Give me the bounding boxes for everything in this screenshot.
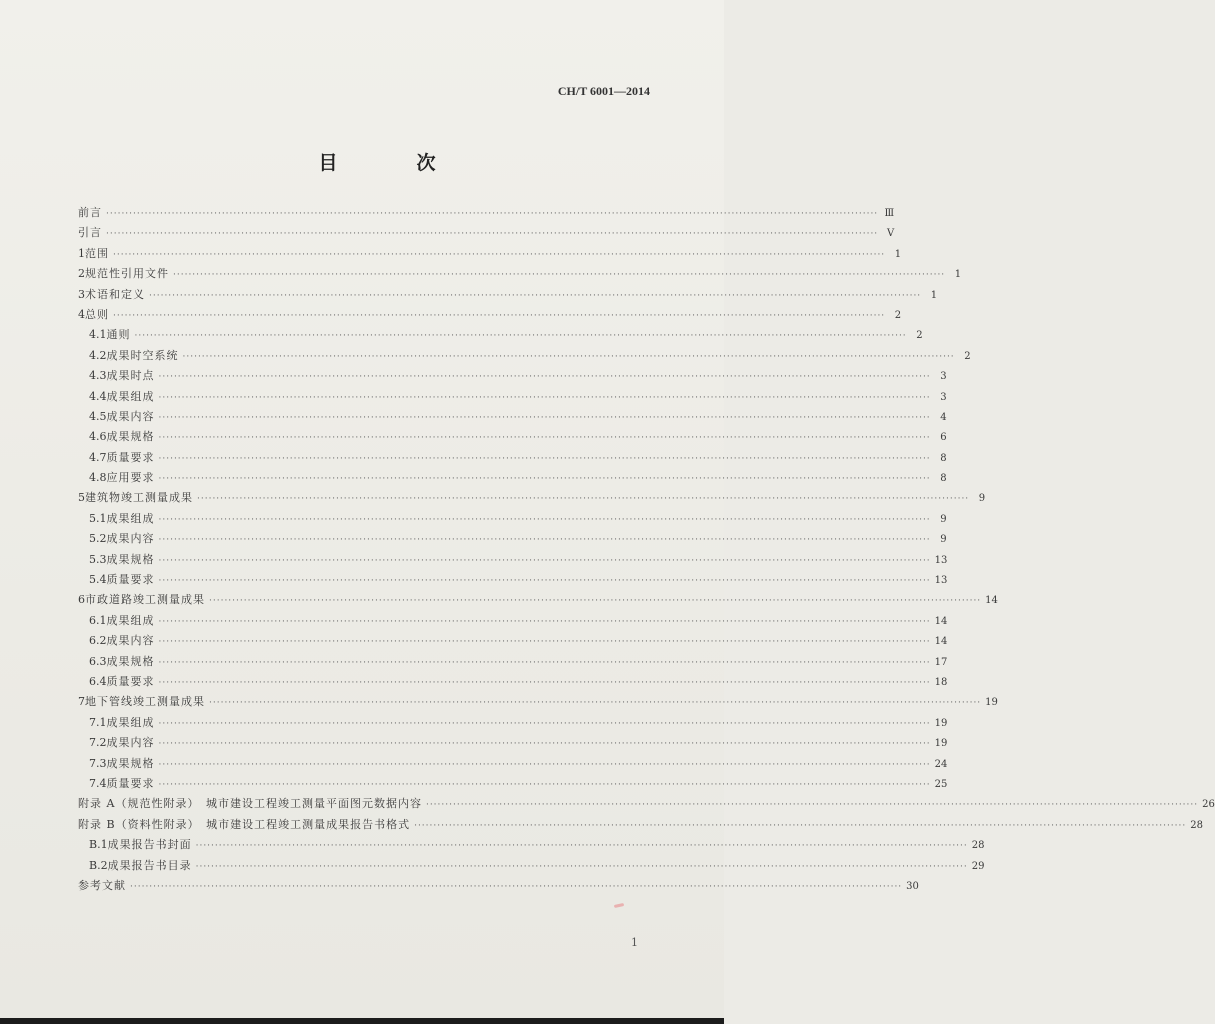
toc-entry-number: 1 [78,246,85,260]
toc-entry[interactable] [78,488,986,508]
toc-entry-page: 14 [934,615,948,627]
toc-entry-title: 质量要求 [106,776,155,790]
toc-entry[interactable] [78,407,947,427]
toc-entry-title: 市政道路竣工测量成果 [85,593,205,607]
toc-entry-number: 6.2 [89,634,107,648]
toc-entry-number: 4.1 [89,328,107,342]
toc-entry-number: 5.3 [89,552,107,566]
toc-entry-page: 28 [971,840,985,852]
scan-bottom-edge [0,1018,724,1024]
toc-entry-page: 24 [934,758,948,770]
toc-entry-page: 13 [934,575,948,587]
toc-entry-number: 4.6 [89,430,107,444]
dot-leader: ········································································································································································································ [158,759,931,770]
toc-entry-number: 4.3 [89,369,107,383]
toc-entry-page: 19 [985,697,998,709]
toc-entry[interactable] [78,692,998,712]
toc-entry-number: 5.1 [89,511,107,525]
dot-leader: ········································································································································································································ [425,800,1199,811]
toc-entry-title: 地下管线竣工测量成果 [85,695,205,709]
toc-entry-number: 6.3 [89,654,107,668]
toc-entry-title: 成果规格 [106,654,155,668]
toc-entry[interactable] [78,570,948,590]
toc-entry-page: 19 [934,717,948,729]
toc-entry-title: 成果规格 [106,430,155,444]
dot-leader: ········································································································································································································ [113,310,886,321]
toc-entry-number: 6.4 [89,674,107,688]
toc-entry-page: 17 [934,656,948,668]
toc-entry-page: 2 [916,330,923,342]
toc-entry-page: 18 [934,676,948,688]
dot-leader: ········································································································································································································ [158,535,931,546]
toc-entry-title: 引言 [78,226,102,240]
toc-entry-title: 附录 B（资料性附录） 城市建设工程竣工测量成果报告书格式 [78,817,411,831]
toc-entry[interactable] [78,631,948,651]
toc-entry-page: 25 [934,778,948,790]
toc-entry-title: 成果组成 [106,613,155,627]
dot-leader: ········································································································································································································ [158,433,931,444]
dot-leader: ········································································································································································································ [158,514,931,525]
toc-entry[interactable] [78,713,948,733]
toc-entry-number: 5.4 [89,573,107,587]
dot-leader: ········································································································································································································ [158,616,931,627]
toc-entry-page: 30 [906,880,919,892]
dot-leader: ········································································································································································································ [134,331,907,342]
toc-entry-page: 19 [934,738,948,750]
toc-entry[interactable] [78,244,902,264]
toc-entry[interactable] [78,203,895,223]
dot-leader: ········································································································································································································ [414,820,1187,831]
dot-leader: ········································································································································································································ [158,555,931,566]
toc-entry-page: 6 [940,432,947,444]
toc-entry-title: 通则 [106,328,131,342]
toc-entry-number: 2 [78,267,85,281]
toc-entry[interactable] [78,590,998,610]
toc-entry-title: 参考文献 [78,878,126,892]
toc-entry-title: 质量要求 [106,674,155,688]
toc-entry-number: 4.4 [89,389,107,403]
toc-entry-title: 成果内容 [106,736,155,750]
toc-entry-title: 质量要求 [106,450,155,464]
dot-leader: ········································································································································································································ [158,392,931,403]
toc-entry-number: 7.4 [89,776,107,790]
dot-leader: ········································································································································································································ [158,718,931,729]
toc-entry-title: 成果内容 [106,532,155,546]
toc-entry-title: 成果报告书封面 [107,838,192,852]
toc-entry-page: 3 [940,371,947,383]
toc-entry-title: 质量要求 [106,573,155,587]
toc-entry-page: Ⅲ [884,208,895,219]
dot-leader: ········································································································································································································ [182,351,955,362]
toc-entry-page: 2 [894,309,902,321]
document-code: CH/T 6001—2014 [557,84,650,98]
toc-entry[interactable] [78,285,938,305]
dot-leader: ········································································································································································································ [158,637,931,648]
toc-entry-title: 成果时点 [106,369,155,383]
toc-entry-number: B.2 [89,858,108,872]
toc-entry[interactable] [78,815,1203,835]
toc-entry-number: 4.7 [89,450,107,464]
toc-entry-title: 应用要求 [106,471,155,485]
toc-entry-page: 14 [934,636,948,648]
toc-entry[interactable] [78,733,948,753]
toc-entry-title: 成果组成 [106,715,155,729]
toc-entry-title: 成果规格 [106,756,155,770]
toc-entry-page: 26 [1202,799,1215,811]
toc-entry-title: 成果内容 [106,409,155,423]
toc-entry[interactable] [78,427,947,447]
toc-entry-number: 6.1 [89,613,107,627]
dot-leader: ········································································································································································································ [106,229,879,240]
toc-entry[interactable] [78,509,947,529]
toc-entry[interactable] [78,611,948,631]
toc-entry[interactable] [78,550,948,570]
toc-entry[interactable] [78,856,985,876]
toc-entry[interactable] [78,223,895,243]
dot-leader: ········································································································································································································ [158,372,931,383]
dot-leader: ········································································································································································································ [209,596,982,607]
toc-entry-number: B.1 [89,838,108,852]
toc-entry-title: 术语和定义 [85,287,145,301]
toc-entry-title: 成果组成 [106,511,155,525]
dot-leader: ········································································································································································································ [195,841,968,852]
toc-title: 目 次 [318,152,466,174]
toc-entry-page: 28 [1190,819,1203,831]
toc-entry[interactable] [78,387,947,407]
toc-entry[interactable] [78,835,985,855]
toc-entry-number: 7.3 [89,756,107,770]
dot-leader: ········································································································································································································ [197,494,970,505]
toc-entry[interactable] [78,754,948,774]
table-of-contents [78,203,1215,896]
dot-leader: ········································································································································································································ [130,881,903,892]
toc-entry-number: 4 [78,307,85,321]
toc-entry-page: 3 [940,391,947,403]
toc-entry-page: 8 [940,473,947,485]
toc-entry-number: 7 [78,695,85,709]
toc-entry-title: 范围 [85,246,109,260]
dot-leader: ········································································································································································································ [158,657,931,668]
toc-entry-page: 8 [940,452,947,464]
dot-leader: ········································································································································································································ [158,677,931,688]
toc-entry-title: 成果规格 [106,552,155,566]
dot-leader: ········································································································································································································ [158,779,931,790]
toc-entry-page: 9 [940,513,947,525]
toc-entry-page: 14 [985,595,998,607]
toc-entry-title: 总则 [85,307,109,321]
toc-entry-title: 前言 [78,206,102,219]
toc-entry-title: 建筑物竣工测量成果 [85,491,193,505]
toc-entry-number: 5.2 [89,532,107,546]
toc-entry-page: 9 [978,493,986,505]
toc-entry[interactable] [78,325,923,345]
scan-mark [614,903,624,908]
toc-entry-page: 9 [940,534,947,546]
toc-entry-page: 2 [964,350,971,362]
dot-leader: ········································································································································································································ [158,412,931,423]
toc-entry-number: 4.2 [89,348,107,362]
toc-entry[interactable] [78,366,947,386]
toc-entry[interactable] [78,774,948,794]
toc-entry-number: 4.8 [89,471,107,485]
toc-entry[interactable] [78,876,919,896]
toc-entry-number: 3 [78,287,85,301]
toc-entry[interactable] [78,652,948,672]
dot-leader: ········································································································································································································ [149,290,922,301]
toc-entry-title: 成果组成 [106,389,155,403]
dot-leader: ········································································································································································································ [158,576,931,587]
toc-entry[interactable] [78,529,947,549]
toc-entry-title: 成果报告书目录 [107,858,192,872]
toc-entry[interactable] [78,448,947,468]
dot-leader: ········································································································································································································ [173,270,946,281]
toc-entry-number: 7.1 [89,715,107,729]
dot-leader: ········································································································································································································ [209,698,982,709]
toc-entry[interactable] [78,305,902,325]
toc-entry-title: 成果内容 [106,634,155,648]
dot-leader: ········································································································································································································ [158,474,931,485]
toc-entry[interactable] [78,346,971,366]
toc-entry-title: 附录 A（规范性附录） 城市建设工程竣工测量平面图元数据内容 [78,797,422,811]
dot-leader: ········································································································································································································ [158,453,931,464]
toc-entry-page: 1 [954,269,962,281]
dot-leader: ········································································································································································································ [106,209,879,219]
toc-entry-number: 4.5 [89,409,107,423]
toc-entry-number: 6 [78,593,85,607]
toc-entry-page: 29 [971,860,985,872]
toc-entry-page: 4 [940,411,947,423]
toc-entry[interactable] [78,264,962,284]
toc-entry-page: Ⅴ [886,228,895,240]
toc-entry-page: 13 [934,554,948,566]
toc-entry-number: 7.2 [89,736,107,750]
toc-entry-page: 1 [930,289,938,301]
toc-entry[interactable] [78,672,948,692]
toc-entry-number: 5 [78,491,85,505]
toc-entry-title: 成果时空系统 [106,348,179,362]
dot-leader: ········································································································································································································ [113,249,886,260]
dot-leader: ········································································································································································································ [158,739,931,750]
toc-entry-title: 规范性引用文件 [85,267,169,281]
toc-entry[interactable] [78,468,947,488]
toc-entry-page: 1 [894,248,902,260]
page-number: 1 [631,936,638,949]
toc-entry[interactable] [78,794,1215,814]
dot-leader: ········································································································································································································ [195,861,968,872]
